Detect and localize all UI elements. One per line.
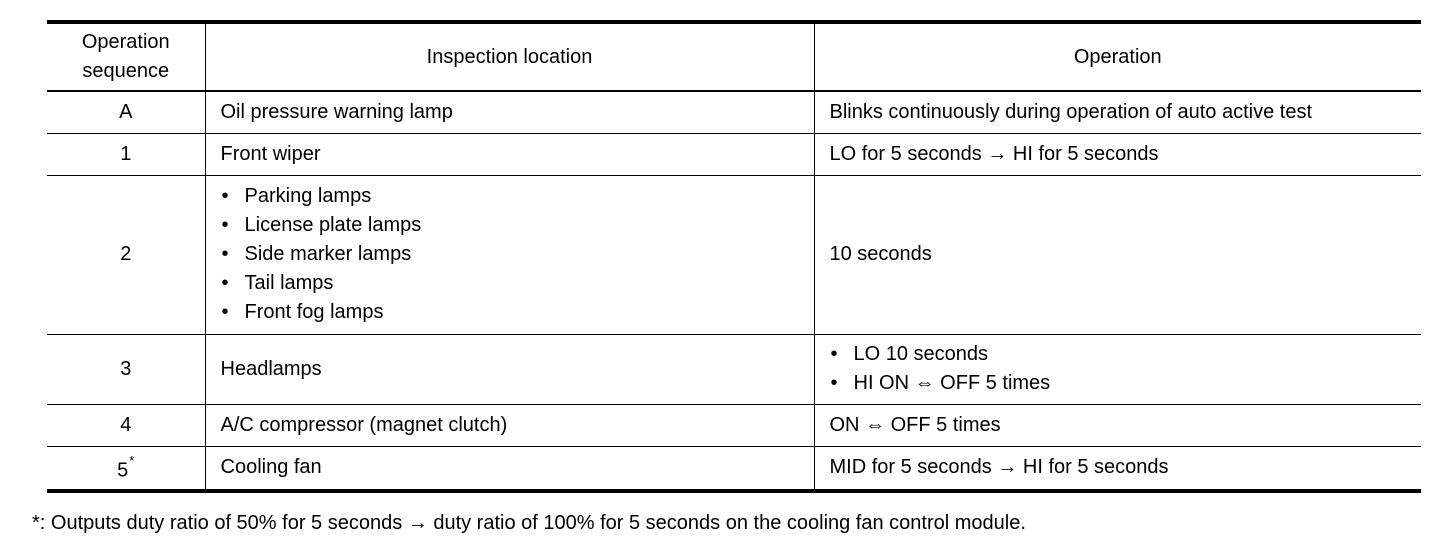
table-row (47, 91, 1421, 133)
sequence-cell: 1 (47, 133, 205, 175)
operation-bullet-list (830, 340, 1407, 398)
operation-cell: 10 seconds (814, 175, 1421, 334)
sequence-cell: 2 (47, 175, 205, 334)
operation-cell: LO for 5 seconds → HI for 5 seconds (814, 133, 1421, 175)
table-row (47, 446, 1421, 491)
location-cell (205, 175, 814, 334)
sequence-number: 5 (117, 459, 129, 482)
list-item: • HI ON ⇔ OFF 5 times (830, 369, 1407, 398)
sequence-cell: 4 (47, 404, 205, 446)
table-row (47, 133, 1421, 175)
location-bullet-list (221, 182, 799, 327)
sequence-cell: A (47, 91, 205, 133)
operation-cell: MID for 5 seconds → HI for 5 seconds (814, 446, 1421, 491)
sequence-cell (47, 446, 205, 491)
location-cell: A/C compressor (magnet clutch) (205, 404, 814, 446)
table-header-row (47, 22, 1421, 91)
header-operation: Operation (814, 22, 1421, 91)
footnote: *: Outputs duty ratio of 50% for 5 seconds → duty ratio of 100% for 5 seconds on the cooling fan control module. (32, 512, 1026, 534)
list-item: • Parking lamps (221, 182, 799, 211)
header-operation-sequence: Operation sequence (47, 22, 205, 91)
table-row (47, 175, 1421, 334)
operation-cell: ON ⇔ OFF 5 times (814, 404, 1421, 446)
list-item: • Front fog lamps (221, 298, 799, 327)
operation-cell (814, 334, 1421, 404)
location-cell: Cooling fan (205, 446, 814, 491)
sequence-cell: 3 (47, 334, 205, 404)
footnote-marker: * (129, 452, 135, 468)
auto-active-test-table (47, 20, 1421, 493)
list-item: • LO 10 seconds (830, 340, 1407, 369)
location-cell: Headlamps (205, 334, 814, 404)
list-item: • Side marker lamps (221, 240, 799, 269)
table-row (47, 404, 1421, 446)
header-inspection-location: Inspection location (205, 22, 814, 91)
table-row (47, 334, 1421, 404)
list-item: • Tail lamps (221, 269, 799, 298)
location-cell: Oil pressure warning lamp (205, 91, 814, 133)
location-cell: Front wiper (205, 133, 814, 175)
operation-cell: Blinks continuously during operation of auto active test (814, 91, 1421, 133)
list-item: • License plate lamps (221, 211, 799, 240)
